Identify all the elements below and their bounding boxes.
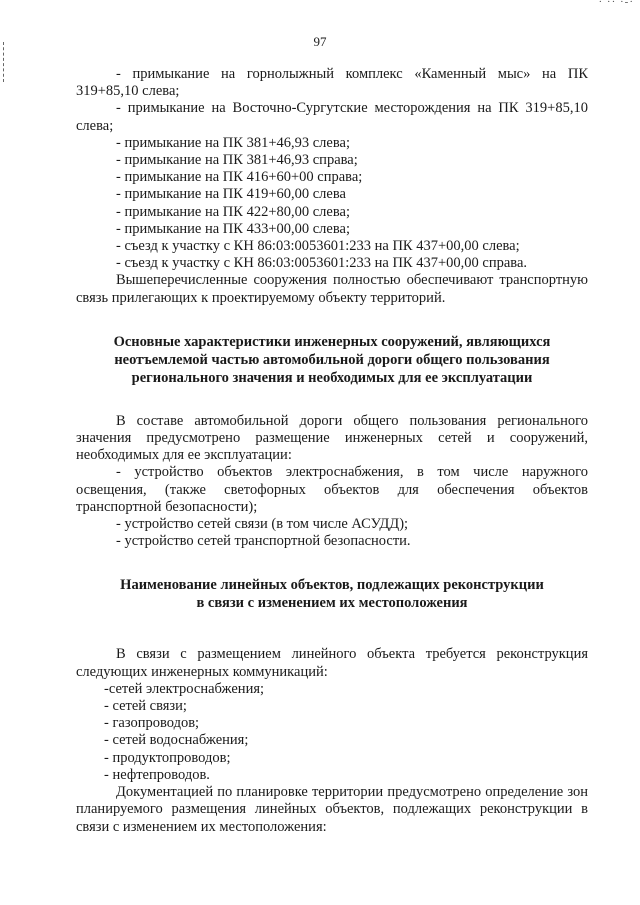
- list-item: - съезд к участку с КН 86:03:0053601:233 на ПК 437+00,00 справа.: [116, 255, 528, 272]
- list-item: - устройство сетей транспортной безопасности.: [116, 533, 411, 550]
- list-item: - устройство объектов электроснабжения, в том числе наружного освещения, (также светофорных объектов для обеспечения объектов транспортной безопасности);: [76, 464, 588, 515]
- section-heading-engineering-line2: неотъемлемой частью автомобильной дороги общего пользования: [114, 351, 550, 368]
- junction-list: [76, 135, 588, 273]
- list-item: - съезд к участку с КН 86:03:0053601:233 на ПК 437+00,00 слева;: [116, 238, 520, 255]
- list-item: - примыкание на ПК 433+00,00 слева;: [116, 220, 350, 237]
- list-item: - нефтепроводов.: [104, 766, 210, 783]
- section-heading-reconstruction: Наименование линейных объектов, подлежащих реконструкции: [120, 577, 544, 594]
- list-item: - устройство сетей связи (в том числе АСУДД);: [116, 516, 409, 533]
- list-item: - примыкание на ПК 416+60+00 справа;: [116, 169, 363, 186]
- list-item: - примыкание на ПК 419+60,00 слева: [116, 186, 346, 203]
- list-item: - примыкание на ПК 381+46,93 слева;: [116, 134, 350, 151]
- section-heading-engineering-line3: регионального значения и необходимых для ее эксплуатации: [131, 369, 533, 386]
- list-item: -сетей электроснабжения;: [104, 680, 265, 697]
- list-item: - сетей связи;: [104, 698, 187, 715]
- document-body: [76, 66, 588, 836]
- page-number: 97: [313, 34, 327, 49]
- list-item: - примыкание на ПК 381+46,93 справа;: [116, 152, 358, 169]
- list-item: - продуктопроводов;: [104, 749, 231, 766]
- paragraph-engineering-intro: В составе автомобильной дороги общего пользования регионального значения предусмотрено размещение инженерных сетей и сооружений, необходимых для ее эксплуатации:: [76, 412, 588, 464]
- list-item: - газопроводов;: [104, 715, 200, 732]
- paragraph-junction-ski-complex: - примыкание на горнолыжный комплекс «Каменный мыс» на ПК 319+85,10 слева;: [76, 66, 588, 100]
- list-item: - примыкание на ПК 422+80,00 слева;: [116, 203, 350, 220]
- utilities-list: [76, 681, 588, 784]
- paragraph-reconstruction-intro: В связи с размещением линейного объекта требуется реконструкция следующих инженерных коммуникаций:: [76, 646, 588, 680]
- list-item: - сетей водоснабжения;: [104, 732, 249, 749]
- corner-marks: · ·· ·-·: [598, 0, 634, 8]
- paragraph-junction-oilfields: - примыкание на Восточно-Сургутские месторождения на ПК 319+85,10 слева;: [76, 100, 588, 134]
- section-heading-engineering: Основные характеристики инженерных сооружений, являющихся: [113, 333, 551, 350]
- paragraph-summary: Вышеперечисленные сооружения полностью обеспечивают транспортную связь прилегающих к проектируемому объекту территорий.: [76, 272, 588, 306]
- paragraph-closing: Документацией по планировке территории предусмотрено определение зон планируемого размещения линейных объектов, подлежащих реконструкции в связи с изменением их местоположения:: [76, 784, 588, 835]
- section-heading-reconstruction-line2: в связи с изменением их местоположения: [196, 595, 468, 612]
